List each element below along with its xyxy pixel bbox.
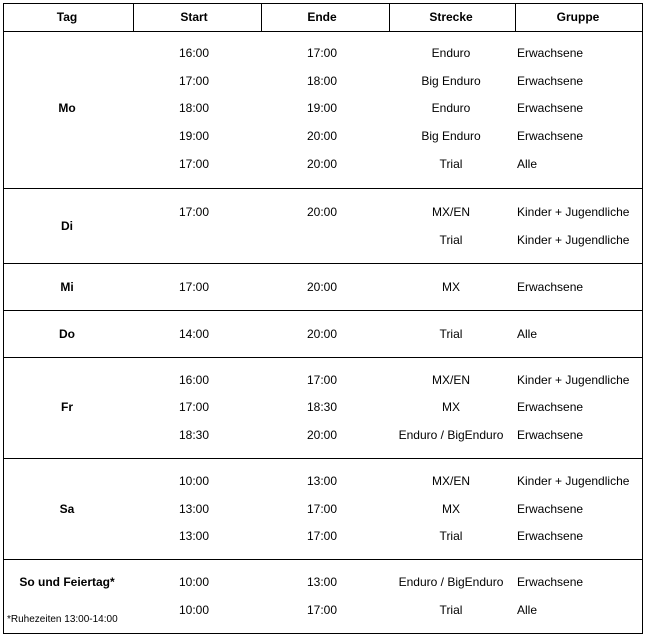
cell-start: 10:00: [178, 603, 210, 617]
cell-strecke: Trial: [439, 157, 463, 171]
cell-strecke: MX: [442, 280, 460, 294]
header-gruppe: Gruppe: [556, 10, 600, 24]
cell-start: 19:00: [178, 129, 210, 143]
cell-strecke: Enduro / BigEnduro: [398, 428, 504, 442]
cell-ende: 20:00: [306, 327, 338, 341]
cell-gruppe: Erwachsene: [517, 428, 584, 442]
day-label: Do: [59, 327, 75, 341]
table-rule: [3, 458, 643, 459]
cell-start: 13:00: [178, 502, 210, 516]
cell-ende: 17:00: [306, 603, 338, 617]
cell-ende: 13:00: [306, 474, 338, 488]
cell-start: 16:00: [178, 46, 210, 60]
header-start: Start: [180, 10, 208, 24]
cell-strecke: Trial: [439, 529, 463, 543]
cell-strecke: Enduro / BigEnduro: [398, 575, 504, 589]
cell-strecke: MX: [442, 502, 460, 516]
cell-strecke: MX/EN: [431, 474, 471, 488]
header-ende: Ende: [307, 10, 337, 24]
cell-ende: 17:00: [306, 529, 338, 543]
cell-gruppe: Erwachsene: [517, 502, 584, 516]
day-label: Fr: [61, 400, 73, 414]
cell-strecke: Trial: [439, 327, 463, 341]
cell-gruppe: Erwachsene: [517, 101, 584, 115]
cell-strecke: Enduro: [431, 46, 471, 60]
cell-gruppe: Erwachsene: [517, 74, 584, 88]
cell-start: 18:30: [178, 428, 210, 442]
day-label: So und Feiertag*: [19, 575, 115, 589]
cell-start: 17:00: [178, 280, 210, 294]
table-rule: [3, 263, 643, 264]
cell-ende: 13:00: [306, 575, 338, 589]
table-rule: [3, 188, 643, 189]
cell-ende: 20:00: [306, 129, 338, 143]
cell-ende: 19:00: [306, 101, 338, 115]
cell-gruppe: Erwachsene: [517, 46, 584, 60]
table-rule: [3, 633, 643, 634]
cell-start: 14:00: [178, 327, 210, 341]
header-tag: Tag: [56, 10, 78, 24]
table-rule: [3, 3, 643, 4]
cell-start: 10:00: [178, 474, 210, 488]
cell-gruppe: Kinder + Jugendliche: [517, 233, 630, 247]
cell-gruppe: Alle: [517, 327, 538, 341]
cell-gruppe: Alle: [517, 603, 538, 617]
cell-gruppe: Kinder + Jugendliche: [517, 474, 630, 488]
column-rule: [3, 3, 4, 633]
cell-gruppe: Erwachsene: [517, 280, 584, 294]
day-label: Di: [61, 219, 73, 233]
cell-start: 17:00: [178, 400, 210, 414]
cell-strecke: Trial: [439, 603, 463, 617]
cell-strecke: Big Enduro: [421, 74, 481, 88]
cell-strecke: MX/EN: [431, 205, 471, 219]
cell-ende: 17:00: [306, 502, 338, 516]
column-rule: [642, 3, 643, 633]
cell-strecke: MX: [442, 400, 460, 414]
cell-gruppe: Erwachsene: [517, 575, 584, 589]
cell-ende: 18:30: [306, 400, 338, 414]
header-strecke: Strecke: [429, 10, 473, 24]
cell-strecke: Big Enduro: [421, 129, 481, 143]
cell-gruppe: Erwachsene: [517, 529, 584, 543]
cell-gruppe: Erwachsene: [517, 129, 584, 143]
cell-ende: 17:00: [306, 46, 338, 60]
table-rule: [3, 357, 643, 358]
cell-gruppe: Kinder + Jugendliche: [517, 205, 630, 219]
cell-start: 10:00: [178, 575, 210, 589]
cell-start: 17:00: [178, 74, 210, 88]
cell-ende: 20:00: [306, 157, 338, 171]
cell-strecke: Trial: [439, 233, 463, 247]
cell-gruppe: Alle: [517, 157, 538, 171]
footnote: *Ruhezeiten 13:00-14:00: [7, 614, 118, 625]
cell-strecke: Enduro: [431, 101, 471, 115]
cell-strecke: MX/EN: [431, 373, 471, 387]
cell-ende: 20:00: [306, 205, 338, 219]
table-rule: [3, 559, 643, 560]
cell-start: 17:00: [178, 205, 210, 219]
cell-start: 13:00: [178, 529, 210, 543]
cell-start: 18:00: [178, 101, 210, 115]
cell-ende: 18:00: [306, 74, 338, 88]
table-rule: [3, 310, 643, 311]
schedule-table: [3, 3, 643, 633]
column-rule: [389, 3, 390, 31]
cell-gruppe: Erwachsene: [517, 400, 584, 414]
cell-ende: 20:00: [306, 428, 338, 442]
cell-gruppe: Kinder + Jugendliche: [517, 373, 630, 387]
day-label: Mo: [58, 101, 76, 115]
day-label: Mi: [60, 280, 74, 294]
cell-start: 16:00: [178, 373, 210, 387]
table-rule: [3, 31, 643, 32]
cell-start: 17:00: [178, 157, 210, 171]
cell-ende: 17:00: [306, 373, 338, 387]
day-label: Sa: [59, 502, 75, 516]
cell-ende: 20:00: [306, 280, 338, 294]
column-rule: [515, 3, 516, 31]
column-rule: [133, 3, 134, 31]
column-rule: [261, 3, 262, 31]
